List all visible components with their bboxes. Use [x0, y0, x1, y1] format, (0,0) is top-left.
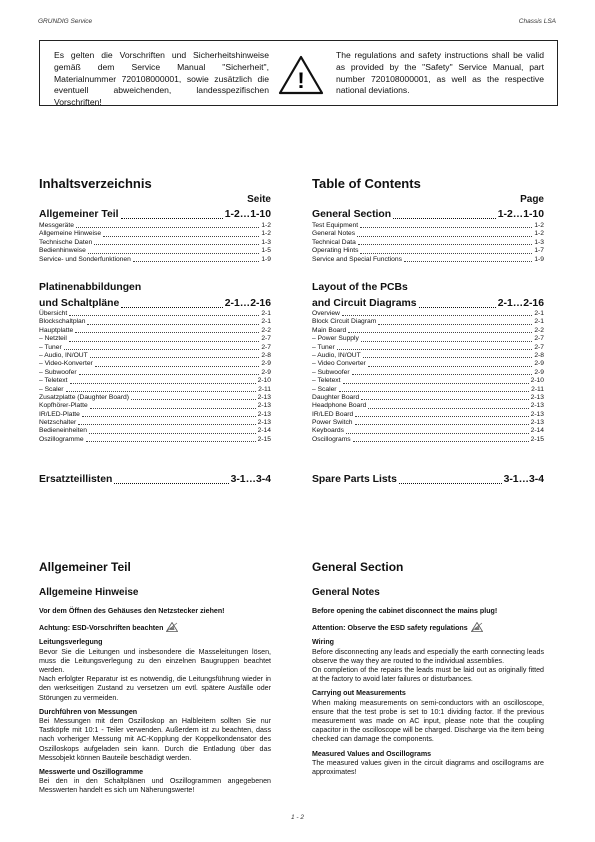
general-de-p-meas: Bei Messungen mit dem Oszilloskop an Halbleitern sollten Sie nur Tastköpfe mit 10:1 - Teiler verwenden. Außerdem ist zu beachten, dass nach vorheriger Messung mit AC-Kopplung der Koppelkondensator des Oszilloskops aufgeladen sein kann. Durch die Entladung über das Messobjekt können Bauteile beschädigt werden.: [39, 717, 271, 762]
toc-entry-label: – Video Converter: [312, 360, 366, 368]
toc-entry-page: 2-11: [531, 385, 544, 393]
toc-en-toc-entry[interactable]: [312, 386, 544, 394]
toc-de-s1-title: Allgemeiner Teil: [39, 209, 119, 220]
general-de-body: [39, 607, 271, 796]
toc-entry-label: Service- und Sonderfunktionen: [39, 255, 131, 263]
toc-entry-page: 2-13: [257, 393, 271, 401]
toc-entry-page: 2-2: [261, 326, 271, 334]
toc-de-list-1: [39, 222, 271, 264]
toc-entry-label: Hauptplatte: [39, 326, 74, 334]
toc-en-toc-entry[interactable]: [312, 239, 544, 247]
toc-en-toc-entry[interactable]: [312, 436, 544, 444]
toc-entry-page: 2-14: [530, 427, 544, 435]
toc-dot-leader: [69, 341, 259, 342]
toc-en-page-header: Page: [520, 194, 544, 205]
toc-dot-leader: [355, 416, 528, 417]
toc-en-toc-entry[interactable]: [312, 377, 544, 385]
toc-dot-leader: [363, 357, 533, 358]
toc-entry-page: 1-2: [534, 221, 544, 229]
toc-entry-page: 2-13: [530, 393, 544, 401]
toc-de-toc-entry[interactable]: [39, 344, 271, 352]
toc-dot-leader: [131, 399, 256, 400]
toc-dot-leader: [82, 416, 256, 417]
toc-entry-page: 1-9: [534, 255, 544, 263]
toc-de-s3-pages: 3-1…3-4: [230, 474, 271, 485]
toc-entry-label: Zusatzplatte (Daughter Board): [39, 393, 129, 401]
toc-de-toc-entry[interactable]: [39, 386, 271, 394]
toc-en-toc-entry[interactable]: [312, 360, 544, 368]
toc-entry-page: 2-10: [257, 377, 271, 385]
toc-entry-label: – Teletext: [39, 377, 68, 385]
toc-de-toc-entry[interactable]: [39, 327, 271, 335]
toc-entry-page: 2-13: [257, 419, 271, 427]
toc-entry-label: Daughter Board: [312, 393, 360, 401]
toc-entry-label: – Video-Konverter: [39, 360, 93, 368]
toc-dot-leader: [90, 408, 256, 409]
general-de-title: Allgemeiner Teil: [39, 560, 131, 574]
toc-entry-page: 2-1: [534, 318, 544, 326]
toc-entry-label: Messgeräte: [39, 221, 74, 229]
toc-entry-label: – Tuner: [39, 343, 62, 351]
toc-en-s3-title: Spare Parts Lists: [312, 474, 397, 485]
toc-dot-leader: [79, 374, 260, 375]
toc-en-section-1[interactable]: [312, 207, 544, 223]
toc-dot-leader: [361, 341, 532, 342]
toc-de-s1-pages: 1-2…1-10: [224, 209, 271, 220]
toc-entry-label: – Scaler: [39, 385, 64, 393]
toc-entry-label: Service and Special Functions: [312, 255, 402, 263]
warning-triangle-icon: [278, 55, 324, 95]
toc-de-toc-entry[interactable]: [39, 360, 271, 368]
toc-entry-label: Oscillograms: [312, 435, 351, 443]
toc-en-toc-entry[interactable]: [312, 256, 544, 264]
toc-de-toc-entry[interactable]: [39, 436, 271, 444]
toc-dot-leader: [69, 315, 259, 316]
toc-entry-page: 2-15: [530, 435, 544, 443]
toc-dot-leader: [94, 244, 259, 245]
toc-entry-label: Bedienhinweise: [39, 247, 86, 255]
toc-entry-label: – Subwoofer: [312, 368, 350, 376]
toc-entry-page: 1-2: [261, 221, 271, 229]
toc-entry-label: Keyboards: [312, 427, 344, 435]
toc-entry-label: Headphone Board: [312, 402, 367, 410]
toc-entry-label: Technische Daten: [39, 238, 93, 246]
toc-dot-leader: [70, 383, 256, 384]
toc-entry-label: – Scaler: [312, 385, 337, 393]
toc-dot-leader: [355, 424, 529, 425]
toc-entry-page: 2-9: [261, 368, 271, 376]
general-en-h-osc: Measured Values and Oscillograms: [312, 749, 432, 758]
toc-entry-page: 1-5: [261, 247, 271, 255]
toc-en-s1-pages: 1-2…1-10: [497, 209, 544, 220]
general-en-warn-esd: Attention: Observe the ESD safety regulations: [312, 624, 468, 633]
toc-de-toc-entry[interactable]: [39, 310, 271, 318]
toc-entry-page: 2-13: [530, 402, 544, 410]
toc-entry-page: 2-1: [261, 318, 271, 326]
esd-hand-icon: [471, 622, 483, 632]
toc-en-toc-entry[interactable]: [312, 427, 544, 435]
toc-de-toc-entry[interactable]: [39, 222, 271, 230]
toc-en-title: Table of Contents: [312, 176, 421, 191]
warning-text-en: The regulations and safety instructions shall be valid as provided by the "Safety" Service Manual, part number 720108000001, as well as the respective national deviations.: [336, 50, 544, 96]
toc-dot-leader: [378, 324, 532, 325]
toc-entry-label: – Audio, IN/OUT: [39, 351, 88, 359]
toc-de-toc-entry[interactable]: [39, 377, 271, 385]
toc-entry-page: 2-9: [261, 360, 271, 368]
toc-de-title: Inhaltsverzeichnis: [39, 176, 152, 191]
toc-entry-label: Overview: [312, 309, 340, 317]
general-en-h-wiring: Wiring: [312, 638, 335, 647]
safety-warning-box: [39, 40, 558, 106]
toc-dot-leader: [64, 349, 260, 350]
toc-entry-page: 2-11: [258, 385, 271, 393]
toc-de-toc-entry[interactable]: [39, 419, 271, 427]
toc-de-toc-entry[interactable]: [39, 352, 271, 360]
toc-en-toc-entry[interactable]: [312, 394, 544, 402]
general-de-p-wiring2: Nach erfolgter Reparatur ist es notwendig, die Leitungsführung wieder in den werkseitigen Zustand zu versetzen um evtl. spätere Ausfälle oder Störungen zu vermeiden.: [39, 675, 271, 702]
general-de-p-wiring1: Bevor Sie die Leitungen und insbesondere die Masseleitungen lösen, muss die Leitungsverlegung zu den einzelnen Baugruppen beachtet werden.: [39, 647, 271, 675]
toc-entry-page: 2-14: [257, 427, 271, 435]
toc-dot-leader: [89, 433, 256, 434]
toc-dot-leader: [357, 236, 532, 237]
toc-dot-leader: [346, 433, 529, 434]
toc-entry-label: – Audio, IN/OUT: [312, 351, 361, 359]
toc-dot-leader: [360, 227, 532, 228]
toc-de-section-1[interactable]: [39, 207, 271, 223]
toc-en-s1-title: General Section: [312, 209, 392, 220]
toc-en-toc-entry[interactable]: [312, 402, 544, 410]
toc-dot-leader: [339, 391, 530, 392]
toc-dot-leader: [87, 324, 259, 325]
warning-symbol: !: [297, 68, 305, 93]
toc-entry-page: 2-2: [534, 326, 544, 334]
toc-entry-label: Kopfhörer-Platte: [39, 402, 88, 410]
page-number: 1 - 2: [290, 814, 304, 821]
toc-en-toc-entry[interactable]: [312, 310, 544, 318]
toc-entry-label: Power Switch: [312, 419, 353, 427]
toc-dot-leader: [358, 244, 532, 245]
toc-entry-label: General Notes: [312, 230, 356, 238]
toc-en-list-1: [312, 222, 544, 264]
toc-de-s3-title: Ersatzteillisten: [39, 474, 113, 485]
toc-dot-leader: [368, 366, 533, 367]
toc-entry-label: Netzschalter: [39, 419, 77, 427]
toc-dot-leader: [353, 441, 529, 442]
toc-dot-leader: [76, 227, 259, 228]
toc-entry-page: 2-7: [534, 343, 544, 351]
toc-entry-page: 1-2: [534, 230, 544, 238]
toc-entry-page: 2-1: [261, 309, 271, 317]
general-de-warn-mains: Vor dem Öffnen des Gehäuses den Netzstecker ziehen!: [39, 607, 225, 615]
toc-de-section-3[interactable]: [39, 472, 271, 488]
general-en-body: [312, 607, 544, 777]
toc-entry-label: Oszillogramme: [39, 435, 84, 443]
toc-de-page-header: Seite: [247, 194, 271, 205]
general-en-title: General Section: [312, 560, 404, 574]
toc-entry-page: 1-9: [261, 255, 271, 263]
general-de-warn-esd-line: [39, 622, 271, 633]
general-en-warn-mains: Before opening the cabinet disconnect the mains plug!: [312, 607, 498, 615]
toc-entry-page: 2-13: [257, 410, 271, 418]
general-de-h-osc: Messwerte und Oszillogramme: [39, 768, 144, 777]
toc-en-s2-title-line2: and Circuit Diagrams: [312, 298, 417, 309]
toc-entry-page: 2-15: [257, 435, 271, 443]
toc-entry-page: 2-1: [534, 309, 544, 317]
toc-dot-leader: [360, 253, 532, 254]
toc-de-toc-entry[interactable]: [39, 402, 271, 410]
toc-entry-page: 2-7: [534, 335, 544, 343]
toc-dot-leader: [90, 357, 260, 358]
toc-entry-page: 2-13: [257, 402, 271, 410]
general-de-warn-esd: Achtung: ESD-Vorschriften beachten: [39, 624, 164, 633]
toc-dot-leader: [342, 315, 532, 316]
toc-de-toc-entry[interactable]: [39, 369, 271, 377]
toc-dot-leader: [95, 366, 260, 367]
toc-en-section-2[interactable]: [312, 280, 544, 312]
toc-entry-page: 2-9: [534, 368, 544, 376]
toc-de-toc-entry[interactable]: [39, 318, 271, 326]
toc-entry-label: Allgemeine Hinweise: [39, 230, 102, 238]
general-en-warn-esd-line: [312, 622, 544, 633]
toc-dot-leader: [78, 424, 255, 425]
toc-de-toc-entry[interactable]: [39, 335, 271, 343]
toc-en-s3-pages: 3-1…3-4: [503, 474, 544, 485]
toc-entry-label: Technical Data: [312, 238, 356, 246]
toc-en-toc-entry[interactable]: [312, 327, 544, 335]
toc-entry-page: 1-7: [534, 247, 544, 255]
general-en-p-wiring2: On completion of the repairs the leads must be laid out as originally fitted at the factory to avoid later failures or disturbances.: [312, 666, 544, 684]
toc-de-toc-entry[interactable]: [39, 230, 271, 238]
general-en-subtitle: General Notes: [312, 587, 380, 598]
toc-dot-leader: [352, 374, 533, 375]
toc-entry-page: 2-7: [261, 343, 271, 351]
toc-de-s2-pages: 2-1…2-16: [224, 298, 271, 309]
header-left: GRUNDIG Service: [38, 18, 93, 25]
toc-en-list-2: [312, 310, 544, 444]
toc-de-list-2: [39, 310, 271, 444]
toc-entry-page: 1-2: [261, 230, 271, 238]
toc-dot-leader: [348, 332, 532, 333]
toc-entry-label: – Subwoofer: [39, 368, 77, 376]
toc-dot-leader: [88, 253, 259, 254]
toc-entry-label: Main Board: [312, 326, 347, 334]
toc-de-s2-title-line2: und Schaltpläne: [39, 298, 120, 309]
toc-de-toc-entry[interactable]: [39, 411, 271, 419]
toc-entry-page: 2-10: [530, 377, 544, 385]
toc-dot-leader: [368, 408, 528, 409]
toc-entry-page: 2-13: [530, 410, 544, 418]
toc-entry-label: IR/LED Board: [312, 410, 354, 418]
toc-entry-label: – Tuner: [312, 343, 335, 351]
toc-en-section-3[interactable]: [312, 472, 544, 488]
toc-en-toc-entry[interactable]: [312, 222, 544, 230]
toc-en-toc-entry[interactable]: [312, 230, 544, 238]
toc-dot-leader: [133, 261, 260, 262]
toc-en-toc-entry[interactable]: [312, 335, 544, 343]
toc-entry-page: 2-9: [534, 360, 544, 368]
toc-en-toc-entry[interactable]: [312, 419, 544, 427]
toc-entry-page: 1-3: [534, 238, 544, 246]
toc-dot-leader: [103, 236, 259, 237]
toc-dot-leader: [404, 261, 532, 262]
toc-de-toc-entry[interactable]: [39, 427, 271, 435]
toc-entry-label: IR/LED-Platte: [39, 410, 80, 418]
general-de-p-osc: Bei den in den Schaltplänen und Oszillogrammen angegebenen Messwerten handelt es sich um Näherungswerte!: [39, 777, 271, 795]
general-de-h-wiring: Leitungsverlegung: [39, 638, 103, 647]
toc-de-toc-entry[interactable]: [39, 239, 271, 247]
toc-entry-page: 2-8: [534, 351, 544, 359]
toc-en-s2-pages: 2-1…2-16: [497, 298, 544, 309]
general-en-h-meas: Carrying out Measurements: [312, 689, 406, 698]
toc-entry-page: 1-3: [261, 238, 271, 246]
warning-text-de: Es gelten die Vorschriften und Sicherheitshinweise gemäß dem Service Manual "Sicherheit", Materialnummer 720108000001, sowie zusätzlich die eventuell abweichenden, landesspezifischen Vorschriften!: [54, 50, 269, 108]
toc-de-section-2[interactable]: [39, 280, 271, 312]
toc-entry-label: Bedieneinheiten: [39, 427, 87, 435]
toc-dot-leader: [343, 383, 529, 384]
toc-dot-leader: [75, 332, 259, 333]
general-en-p-wiring1: Before disconnecting any leads and especially the earth connecting leads observe the way they are routed to the individual assemblies.: [312, 647, 544, 665]
toc-dot-leader: [361, 399, 528, 400]
toc-en-toc-entry[interactable]: [312, 318, 544, 326]
toc-en-toc-entry[interactable]: [312, 369, 544, 377]
general-de-h-meas: Durchführen von Messungen: [39, 707, 138, 716]
toc-entry-label: – Power Supply: [312, 335, 359, 343]
toc-entry-page: 2-8: [261, 351, 271, 359]
toc-en-toc-entry[interactable]: [312, 411, 544, 419]
toc-entry-label: Blockschaltplan: [39, 318, 86, 326]
toc-de-toc-entry[interactable]: [39, 247, 271, 255]
toc-dot-leader: [66, 391, 257, 392]
toc-dot-leader: [337, 349, 533, 350]
toc-entry-label: – Netzteil: [39, 335, 67, 343]
toc-entry-page: 2-13: [530, 419, 544, 427]
general-de-subtitle: Allgemeine Hinweise: [39, 587, 139, 598]
toc-entry-label: – Teletext: [312, 377, 341, 385]
toc-entry-label: Übersicht: [39, 309, 68, 317]
header-right: Chassis LSA: [518, 18, 556, 25]
toc-entry-label: Block Circuit Diagram: [312, 318, 377, 326]
toc-de-toc-entry[interactable]: [39, 256, 271, 264]
general-en-p-meas: When making measurements on semi-conductors with an oscilloscope, ensure that the test probe is set to 10:1 dividing factor. If the previous measurement was made on AC input, please note that the coupling capacitor in the oscilloscope will be charged. Discharge via the item being checked can damage the components.: [312, 698, 544, 744]
toc-de-s2-title-line1: Platinenabbildungen: [39, 282, 142, 293]
toc-en-toc-entry[interactable]: [312, 352, 544, 360]
esd-hand-icon: [166, 622, 178, 632]
toc-en-toc-entry[interactable]: [312, 247, 544, 255]
general-en-p-osc: The measured values given in the circuit diagrams and oscillograms are approximates!: [312, 758, 544, 777]
toc-de-toc-entry[interactable]: [39, 394, 271, 402]
toc-dot-leader: [86, 441, 256, 442]
toc-entry-page: 2-7: [261, 335, 271, 343]
toc-entry-label: Operating Hints: [312, 247, 359, 255]
toc-en-toc-entry[interactable]: [312, 344, 544, 352]
toc-en-s2-title-line1: Layout of the PCBs: [312, 282, 408, 293]
toc-entry-label: Test Equipment: [312, 221, 359, 229]
